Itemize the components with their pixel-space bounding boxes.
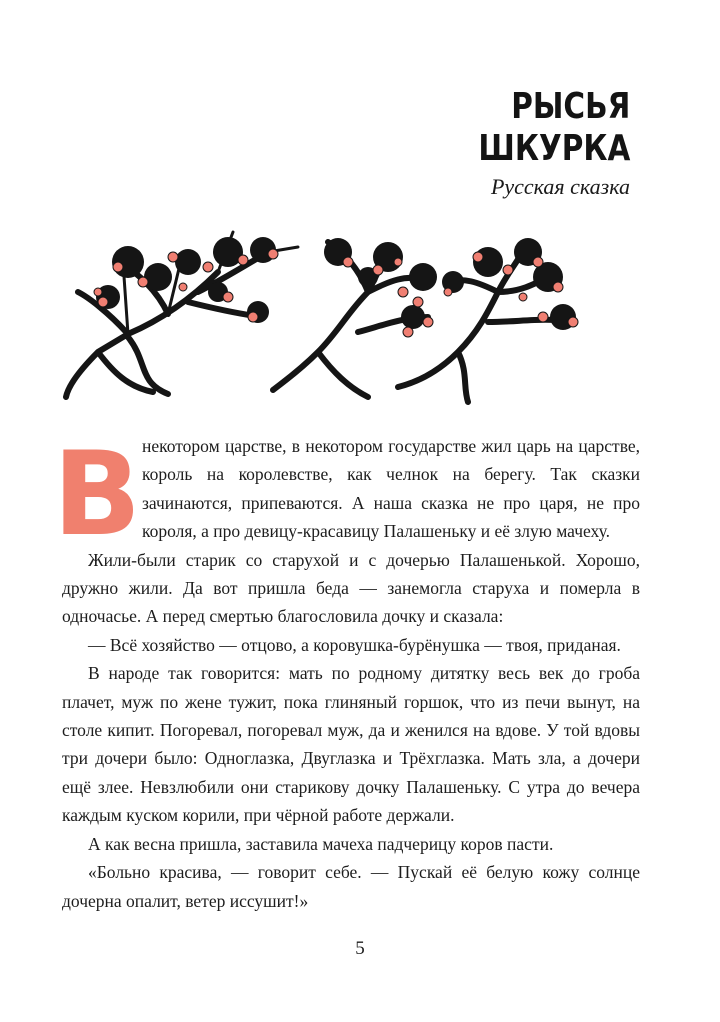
apple-trees-illustration: [68, 222, 588, 408]
paragraph-3: — Всё хозяйство — отцово, а коровушка-бурёнушка — твоя, приданая.: [88, 634, 621, 655]
story-title-line-2: ШКУРКА: [478, 128, 630, 169]
paragraph-1: некотором царстве, в некотором государстве жил царь на царстве, король на королевстве, как челнок на берегу. Так сказки зачинаются, припеваются. А наша сказка не про царя, не про короля, а про девицу-красавицу Палашеньку и её злую мачеху.: [142, 436, 640, 542]
tree-2: [273, 238, 437, 397]
dropcap-letter: [52, 427, 142, 562]
svg-text:В: В: [52, 427, 142, 562]
story-title: [478, 86, 630, 170]
paragraph-4: В народе так говорится: мать по родному дитятку весь век до гроба плачет, муж по жене тужит, пока глиняный горшок, что из печи вынут, на столе кипит. Погоревал, погоревал муж, да и женился на вдове. У той вдовы три дочери было: Одноглазка, Двуглазка и Трёхглазка. Мать зла, а дочери ещё злее. Невзлюбили они старикову дочку Палашеньку. С утра до вечера каждым куском корили, при чёрной работе держали.: [62, 663, 640, 826]
paragraph-5: А как весна пришла, заставила мачеха падчерицу коров пасти.: [88, 833, 554, 854]
tree-1: [66, 232, 298, 397]
story-body: [52, 427, 640, 915]
paragraph-6: «Больно красива, — говорит себе. — Пускай её белую кожу солнце дочерна опалит, ветер иссушит!»: [62, 862, 640, 911]
page-number: 5: [355, 938, 365, 959]
story-title-line-1: РЫСЬЯ: [510, 86, 630, 127]
story-subtitle: Русская сказка: [490, 174, 630, 199]
paragraph-2: Жили-были старик со старухой и с дочерью Палашенькой. Хорошо, дружно жили. Да вот пришла беда — занемогла старуха и померла в одночасье. А перед смертью благословила дочку и сказала:: [62, 549, 640, 627]
